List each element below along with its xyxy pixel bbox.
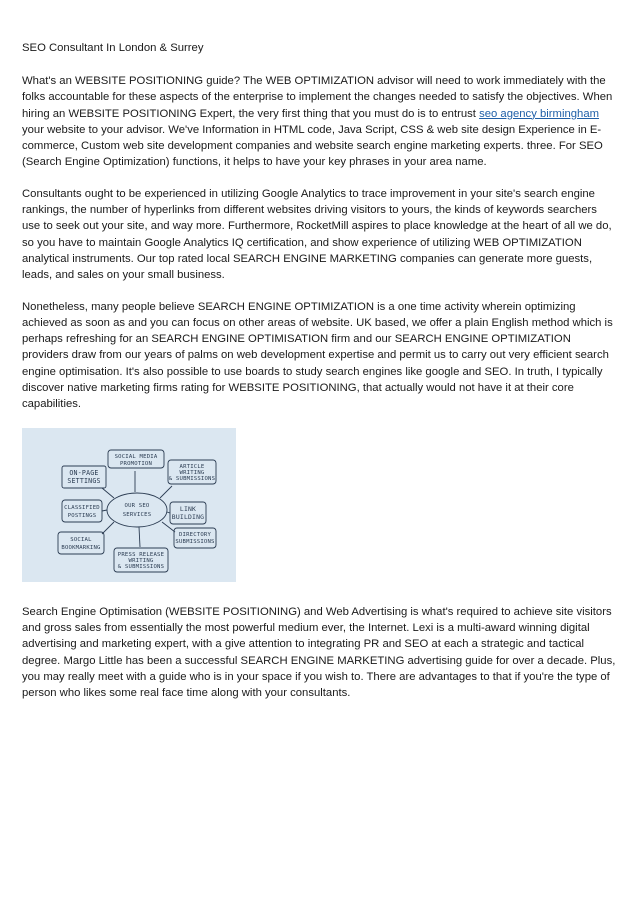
center-label-line-1: OUR SEO [124, 502, 150, 509]
arrow-to-classified [102, 510, 107, 511]
arrow-to-on-page [102, 488, 114, 498]
arrow-to-bookmarking [102, 522, 114, 534]
paragraph-1-text-after-link: your website to your advisor. We've Information in HTML code, Java Script, CSS & web site design Experience in E-commerce, Custom web site development companies and website search engine marketing experts. three. For SEO (Search Engine Optimization) functions, it helps to have your key phrases in your area name. [22, 123, 603, 169]
node-on-page-line-2: SETTINGS [67, 476, 101, 485]
node-link-building-line-2: BUILDING [171, 512, 205, 521]
center-label-line-2: SERVICES [122, 511, 152, 518]
node-classified-line-2: POSTINGS [67, 512, 97, 519]
node-article-line-3: & SUBMISSIONS [168, 475, 216, 482]
document-title: SEO Consultant In London & Surrey [22, 42, 204, 54]
arrow-to-press-release [139, 527, 140, 547]
node-press-line-1: PRESS RELEASE [117, 551, 165, 558]
node-on-page-line-1: ON-PAGE [69, 468, 99, 477]
node-link-building-line-1: LINK [179, 504, 197, 513]
node-bookmarking-line-1: SOCIAL [70, 536, 92, 543]
node-social-media-line-2: PROMOTION [119, 460, 153, 467]
diagram-arrows [102, 471, 175, 547]
center-node-outline [107, 493, 167, 527]
node-directory-outline [174, 528, 216, 548]
paragraph-1-text-before-link: What's an WEBSITE POSITIONING guide? The WEB OPTIMIZATION advisor will need to work immediately with the folks accountable for these aspects of the enterprise to implement the changes needed to satisfy the objectives. When hiring an WEBSITE POSITIONING Expert, the very first thing that you must do is to entrust [22, 75, 613, 120]
arrow-to-article [160, 486, 172, 498]
node-bookmarking-line-2: BOOKMARKING [61, 544, 101, 551]
node-press-line-2: WRITING [128, 557, 154, 564]
node-press-line-3: & SUBMISSIONS [117, 563, 165, 570]
seo-agency-link[interactable]: seo agency birmingham [479, 107, 600, 120]
node-article-line-1: ARTICLE [179, 463, 205, 470]
node-directory-line-1: DIRECTORY [178, 531, 212, 538]
seo-services-diagram-svg [22, 428, 236, 582]
node-article-line-2: WRITING [179, 469, 205, 476]
node-classified-line-1: CLASSIFIED [64, 504, 100, 511]
paragraph-3: Nonetheless, many people believe SEARCH ENGINE OPTIMIZATION is a one time activity wherein optimizing achieved as soon as and you can focus on other areas of website. UK based, we offer a plain English method which is perhaps refreshing for an SEARCH ENGINE OPTIMISATION firm and our SEARCH ENGINE OPTIMIZATION providers draw from our years of palms on web development expertise and permit us to carry out very efficient search engine optimisation. It's also possible to use boards to study search engines like google and SEO. In truth, I typically discover native marketing firms rating for WEBSITE POSITIONING, that actually would not have it at their core capabilities. [22, 300, 613, 411]
paragraph-2: Consultants ought to be experienced in utilizing Google Analytics to trace improvement in your site's search engine rankings, the number of hyperlinks from different websites driving visitors to yours, the kinds of keywords searchers use to seek out your site, and way more. Furthermore, RocketMill aspires to place knowledge at the heart of all we do, so you have to maintain Google Analytics IQ certification, and show experience of utilizing WEB OPTIMIZATION analytical instruments. Our top rated local SEARCH ENGINE MARKETING companies can generate more guests, leads, and sales on your small business. [22, 187, 612, 282]
arrow-to-directory [162, 522, 175, 532]
seo-services-diagram [22, 428, 236, 582]
node-directory-line-2: SUBMISSIONS [175, 538, 215, 545]
paragraph-1 [22, 73, 616, 171]
node-social-media-line-1: SOCIAL MEDIA [114, 453, 158, 460]
paragraph-4: Search Engine Optimisation (WEBSITE POSITIONING) and Web Advertising is what's required to achieve site visitors and gross sales from essentially the most powerful medium ever, the Internet. Lexi is a multi-award winning digital advertising and marketing expert, with a give attention to integrating PR and SEO at each a strategic and tactical degree. Margo Little has been a successful SEARCH ENGINE MARKETING advertising guide for over a decade. Plus, you may really meet with a guide who is in your space if you wish to. There are advantages to that if you're the type of person who likes some real face time along with your consultants. [22, 605, 616, 700]
